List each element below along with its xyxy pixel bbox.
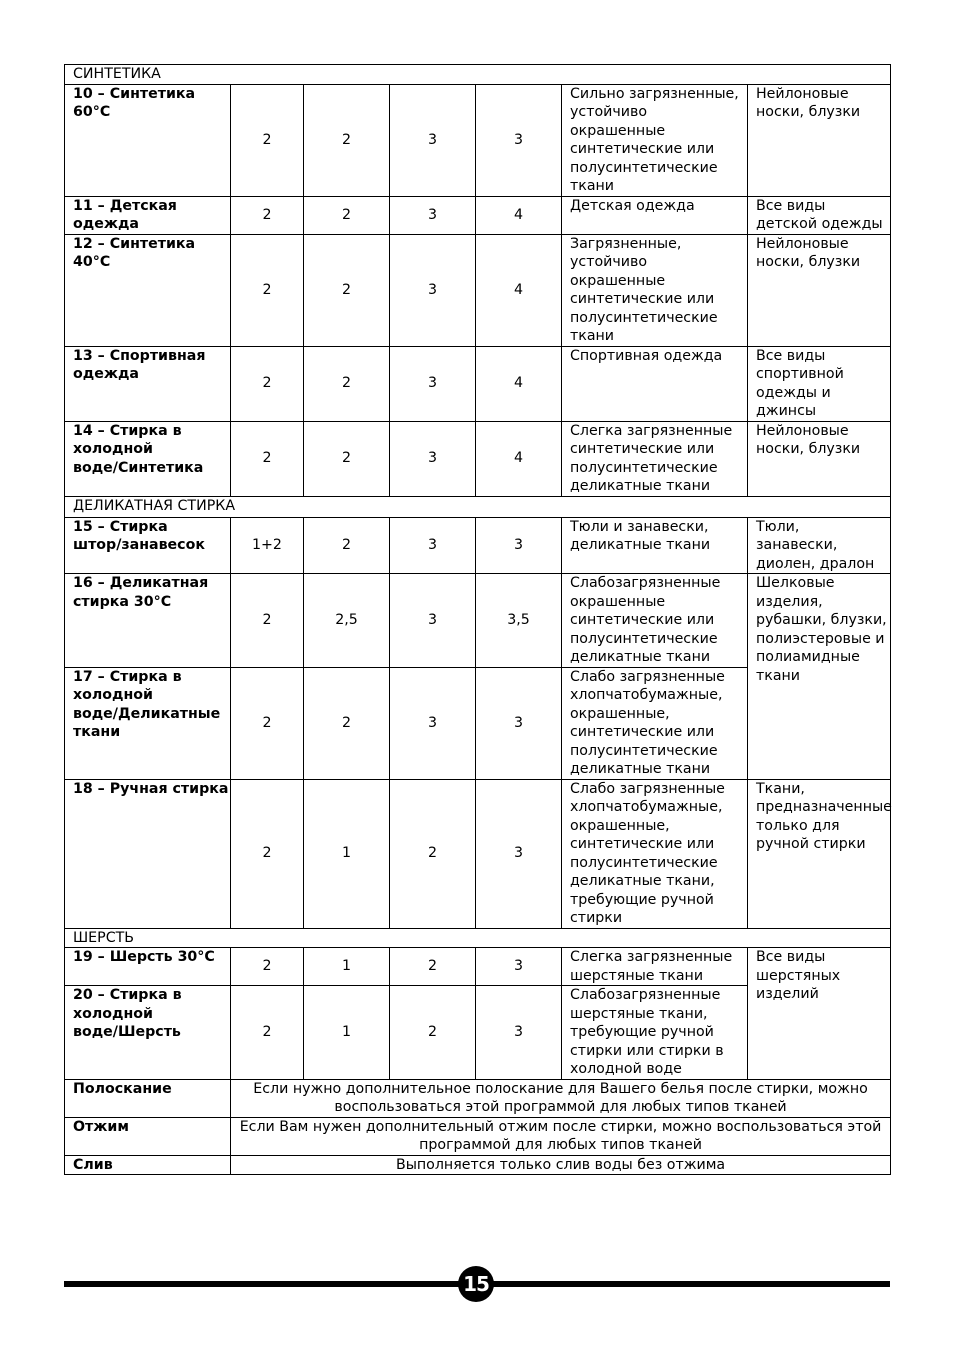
fabric-description: Слегка загрязненные шерстяные ткани [562,948,748,986]
fabric-description: Тюли и занавески, деликатные ткани [562,517,748,574]
value-cell: 2 [231,234,304,346]
value-cell: 2 [231,986,304,1080]
value-cell: 3 [476,84,562,196]
value-cell: 2 [231,196,304,234]
value-cell: 3 [476,779,562,928]
fabric-description: Слабо загрязненные хлопчатобумажные, окрашенные, синтетические или полусинтетические деликатные ткани, требующие ручной стирки [562,779,748,928]
fabric-description: Спортивная одежда [562,346,748,421]
fabric-description: Слегка загрязненные синтетические или полусинтетические деликатные ткани [562,421,748,496]
program-name: 18 – Ручная стирка [65,779,231,928]
programs-table [64,64,891,1175]
value-cell: 3 [390,421,476,496]
section-header-wool: ШЕРСТЬ [65,928,891,948]
value-cell: 3 [476,948,562,986]
value-cell: 2 [231,346,304,421]
value-cell: 2 [304,517,390,574]
value-cell: 3,5 [476,574,562,668]
program-name: 10 – Синтетика 60°С [65,84,231,196]
program-name: 17 – Стирка в холодной воде/Деликатные ткани [65,667,231,779]
value-cell: 3 [390,196,476,234]
value-cell: 3 [390,574,476,668]
table-row [65,574,891,668]
value-cell: 2,5 [304,574,390,668]
value-cell: 4 [476,234,562,346]
program-name: 11 – Детская одежда [65,196,231,234]
fabric-description: Детская одежда [562,196,748,234]
section-header-synthetics: СИНТЕТИКА [65,65,891,85]
program-description: Выполняется только слив воды без отжима [231,1155,891,1175]
value-cell: 2 [304,421,390,496]
table-row [65,1079,891,1117]
value-cell: 3 [390,346,476,421]
table-row [65,779,891,928]
value-cell: 2 [231,779,304,928]
table-row [65,234,891,346]
value-cell: 2 [231,574,304,668]
program-description: Если нужно дополнительное полоскание для Вашего белья после стирки, можно воспользоваться этой программой для любых типов тканей [231,1079,891,1117]
fabric-description: Сильно загрязненные, устойчиво окрашенные синтетические или полусинтетические ткани [562,84,748,196]
table-row [65,517,891,574]
program-name: 14 – Стирка в холодной воде/Синтетика [65,421,231,496]
program-name: 19 – Шерсть 30°С [65,948,231,986]
value-cell: 2 [231,84,304,196]
table-row [65,948,891,986]
page-number: 15 [458,1266,494,1302]
table-row [65,196,891,234]
value-cell: 1 [304,948,390,986]
laundry-types: Все виды детской одежды [748,196,891,234]
section-header-delicate: ДЕЛИКАТНАЯ СТИРКА [65,496,891,517]
program-name: 12 – Синтетика 40°С [65,234,231,346]
value-cell: 3 [390,667,476,779]
program-name: 20 – Стирка в холодной воде/Шерсть [65,986,231,1080]
fabric-description: Слабозагрязненные окрашенные синтетические или полусинтетические деликатные ткани [562,574,748,668]
value-cell: 3 [390,84,476,196]
value-cell: 2 [390,948,476,986]
program-name: Слив [65,1155,231,1175]
program-name: Полоскание [65,1079,231,1117]
value-cell: 3 [476,986,562,1080]
value-cell: 4 [476,346,562,421]
value-cell: 2 [390,986,476,1080]
laundry-types: Шелковые изделия, рубашки, блузки, полиэстеровые и полиамидные ткани [748,574,891,780]
fabric-description: Слабозагрязненные шерстяные ткани, требующие ручной стирки или стирки в холодной воде [562,986,748,1080]
value-cell: 2 [304,667,390,779]
table-row [65,1155,891,1175]
value-cell: 1 [304,779,390,928]
laundry-types: Все виды шерстяных изделий [748,948,891,1080]
value-cell: 2 [304,84,390,196]
value-cell: 3 [476,667,562,779]
value-cell: 4 [476,421,562,496]
table-row [65,346,891,421]
value-cell: 3 [476,517,562,574]
value-cell: 3 [390,517,476,574]
value-cell: 2 [231,948,304,986]
fabric-description: Слабо загрязненные хлопчатобумажные, окрашенные, синтетические или полусинтетические деликатные ткани [562,667,748,779]
laundry-types: Нейлоновые носки, блузки [748,234,891,346]
value-cell: 2 [390,779,476,928]
laundry-types: Все виды спортивной одежды и джинсы [748,346,891,421]
value-cell: 1 [304,986,390,1080]
table-row [65,84,891,196]
value-cell: 2 [304,234,390,346]
program-name: Отжим [65,1117,231,1155]
value-cell: 3 [390,234,476,346]
table-row [65,1117,891,1155]
laundry-types: Нейлоновые носки, блузки [748,421,891,496]
value-cell: 2 [304,346,390,421]
laundry-types: Тюли, занавески, диолен, дралон [748,517,891,574]
laundry-types: Нейлоновые носки, блузки [748,84,891,196]
value-cell: 2 [231,667,304,779]
value-cell: 4 [476,196,562,234]
value-cell: 2 [304,196,390,234]
value-cell: 1+2 [231,517,304,574]
program-name: 13 – Спортивная одежда [65,346,231,421]
program-name: 16 – Деликатная стирка 30°С [65,574,231,668]
fabric-description: Загрязненные, устойчиво окрашенные синтетические или полусинтетические ткани [562,234,748,346]
program-name: 15 – Стирка штор/занавесок [65,517,231,574]
table-row [65,421,891,496]
value-cell: 2 [231,421,304,496]
laundry-types: Ткани, предназначенные только для ручной стирки [748,779,891,928]
program-description: Если Вам нужен дополнительный отжим после стирки, можно воспользоваться этой программой для любых типов тканей [231,1117,891,1155]
